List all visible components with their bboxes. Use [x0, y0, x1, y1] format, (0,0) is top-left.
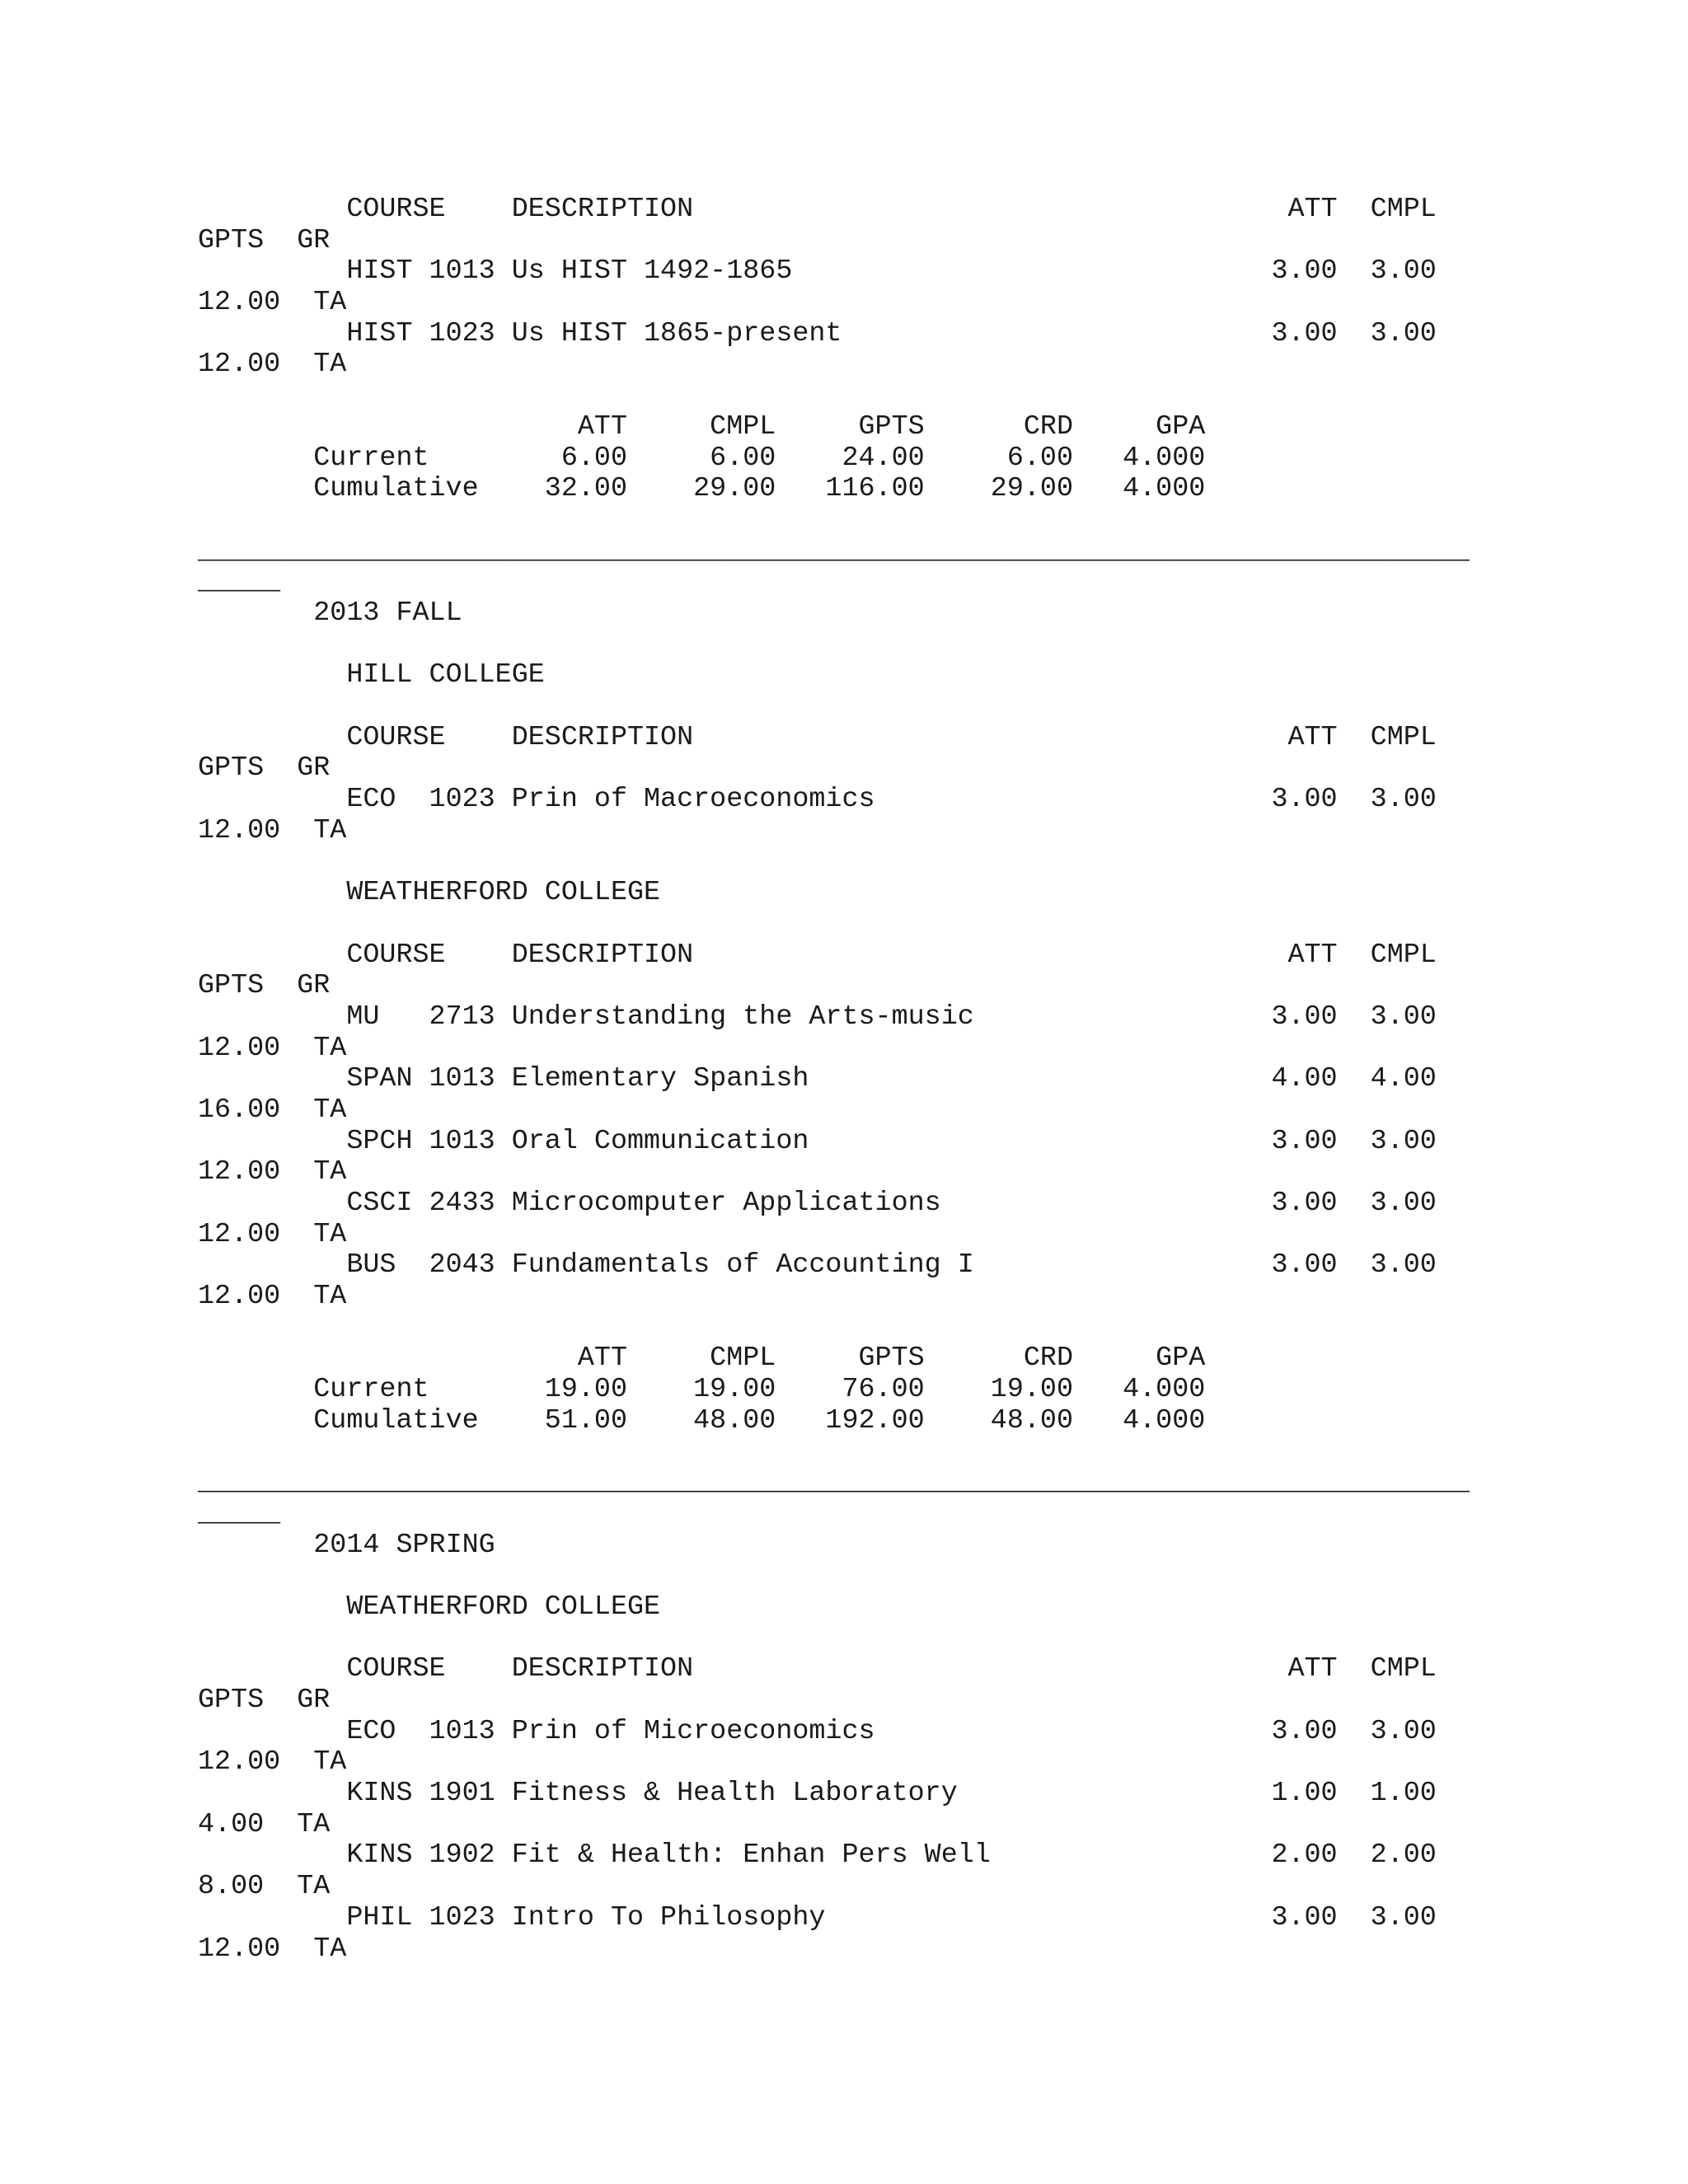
separator-line-wrap: _____: [198, 1497, 281, 1530]
separator-line-wrap: _____: [198, 566, 281, 598]
course-row: MU 2713 Understanding the Arts-music 3.00 3.00: [198, 1001, 1437, 1033]
course-row: KINS 1901 Fitness & Health Laboratory 1.00 1.00: [198, 1778, 1437, 1810]
course-row-wrap: 16.00 TA: [198, 1094, 347, 1126]
blank-line: [198, 846, 1484, 878]
course-row: PHIL 1023 Intro To Philosophy 3.00 3.00: [198, 1901, 1437, 1933]
header-row: COURSE DESCRIPTION ATT CMPL: [198, 1653, 1437, 1685]
institution-name: HILL COLLEGE: [198, 659, 545, 691]
header-row: COURSE DESCRIPTION ATT CMPL: [198, 939, 1437, 971]
course-row-wrap: 12.00 TA: [198, 349, 347, 381]
course-row-wrap: 12.00 TA: [198, 1933, 347, 1965]
header-row-wrap: GPTS GR: [198, 1685, 331, 1716]
totals-header: ATT CMPL GPTS CRD GPA: [198, 410, 1206, 443]
blank-line: [198, 1437, 1484, 1469]
course-row: HIST 1023 Us HIST 1865-present 3.00 3.00: [198, 317, 1437, 349]
course-row: SPCH 1013 Oral Communication 3.00 3.00: [198, 1125, 1437, 1157]
course-row-wrap: 12.00 TA: [198, 1746, 347, 1779]
course-row-wrap: 12.00 TA: [198, 1281, 347, 1313]
blank-line: [198, 381, 1484, 412]
course-row-wrap: 4.00 TA: [198, 1808, 331, 1840]
course-row: HIST 1013 Us HIST 1492-1865 3.00 3.00: [198, 255, 1437, 288]
blank-line: [198, 909, 1484, 940]
course-row: SPAN 1013 Elementary Spanish 4.00 4.00: [198, 1063, 1437, 1095]
course-row-wrap: 8.00 TA: [198, 1871, 331, 1903]
course-row: CSCI 2433 Microcomputer Applications 3.00 3.00: [198, 1188, 1437, 1219]
course-row: ECO 1023 Prin of Macroeconomics 3.00 3.00: [198, 784, 1437, 816]
separator-line: _____________________________________________________________________________: [198, 535, 1470, 567]
totals-cumulative: Cumulative 51.00 48.00 192.00 48.00 4.000: [198, 1404, 1206, 1436]
blank-line: [198, 630, 1484, 661]
course-row-wrap: 12.00 TA: [198, 287, 347, 319]
blank-line: [198, 1624, 1484, 1655]
totals-cumulative: Cumulative 32.00 29.00 116.00 29.00 4.000: [198, 473, 1206, 505]
totals-header: ATT CMPL GPTS CRD GPA: [198, 1343, 1206, 1375]
header-row-wrap: GPTS GR: [198, 970, 331, 1002]
course-row-wrap: 12.00 TA: [198, 814, 347, 846]
course-row: BUS 2043 Fundamentals of Accounting I 3.00 3.00: [198, 1249, 1437, 1282]
blank-line: [198, 691, 1484, 723]
totals-current: Current 19.00 19.00 76.00 19.00 4.000: [198, 1374, 1206, 1406]
header-row: COURSE DESCRIPTION ATT CMPL: [198, 721, 1437, 753]
course-row-wrap: 12.00 TA: [198, 1156, 347, 1188]
term-heading: 2014 SPRING: [198, 1529, 495, 1561]
term-heading: 2013 FALL: [198, 597, 462, 629]
header-row-wrap: GPTS GR: [198, 224, 331, 256]
course-row-wrap: 12.00 TA: [198, 1218, 347, 1250]
header-row: COURSE DESCRIPTION ATT CMPL: [198, 194, 1437, 225]
transcript-text: [198, 194, 1484, 1965]
blank-line: [198, 505, 1484, 537]
totals-current: Current 6.00 6.00 24.00 6.00 4.000: [198, 442, 1206, 474]
institution-name: WEATHERFORD COLLEGE: [198, 877, 661, 909]
separator-line: _____________________________________________________________________________: [198, 1467, 1470, 1499]
institution-name: WEATHERFORD COLLEGE: [198, 1591, 661, 1623]
blank-line: [198, 1313, 1484, 1344]
blank-line: [198, 1561, 1484, 1592]
course-row: ECO 1013 Prin of Microeconomics 3.00 3.00: [198, 1715, 1437, 1747]
course-row: KINS 1902 Fit & Health: Enhan Pers Well 2.00 2.00: [198, 1840, 1437, 1872]
header-row-wrap: GPTS GR: [198, 752, 331, 785]
course-row-wrap: 12.00 TA: [198, 1032, 347, 1064]
